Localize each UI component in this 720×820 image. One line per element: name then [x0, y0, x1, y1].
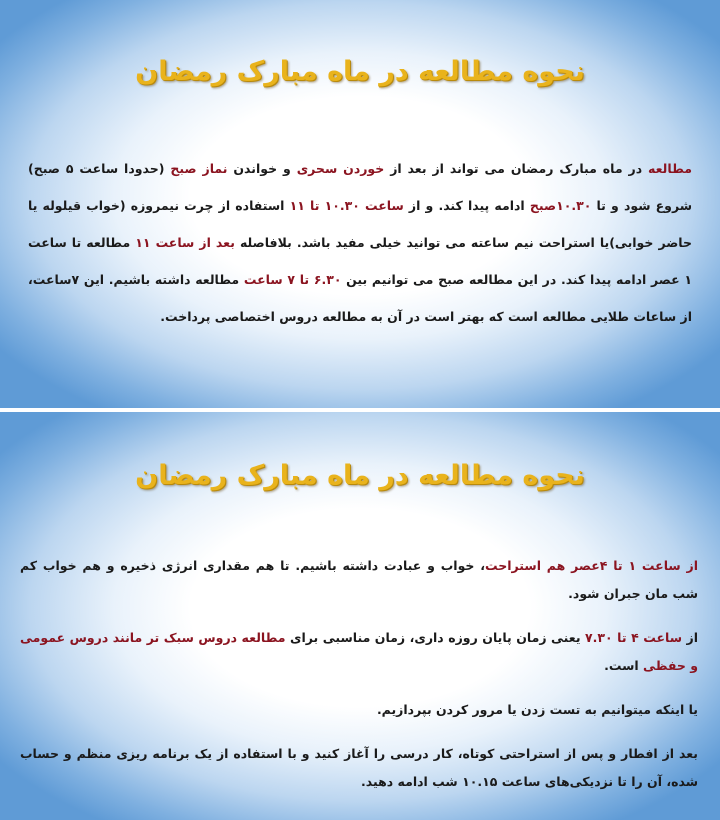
- slide-body: [28, 150, 692, 335]
- highlighted-text: ۶.۳۰ تا ۷ ساعت: [243, 272, 342, 287]
- paragraph: [20, 624, 698, 680]
- paragraph: [20, 740, 698, 796]
- text-segment: مطالعه تا ساعت ۱ عصر ادامه پیدا کند. در این مطالعه صبح می توانیم بین: [28, 235, 692, 287]
- text-segment: ادامه پیدا کند. و از: [403, 198, 530, 213]
- paragraph: [28, 150, 692, 335]
- slide-title: نحوه مطالعه در ماه مبارک رمضان: [135, 460, 585, 491]
- slide-body: [20, 552, 698, 812]
- slide-1: [0, 0, 720, 408]
- text-segment: یا اینکه میتوانیم به تست زدن یا مرور کردن بپردازیم.: [376, 702, 698, 717]
- highlighted-text: خوردن سحری: [296, 161, 385, 176]
- text-segment: در ماه مبارک رمضان می تواند از بعد از: [384, 161, 649, 176]
- paragraph: [20, 552, 698, 608]
- highlighted-text: ساعت ۴ تا ۷.۳۰: [585, 630, 682, 645]
- text-segment: ، خواب و عبادت داشته باشیم. تا هم مقداری انرژی ذخیره و هم خواب کم شب مان جبران شود.: [20, 558, 698, 601]
- text-segment: است.: [604, 658, 644, 673]
- text-segment: یعنی زمان پایان روزه داری، زمان مناسبی برای: [285, 630, 586, 645]
- text-segment: و خواندن: [227, 161, 297, 176]
- highlighted-text: بعد از ساعت ۱۱: [135, 235, 235, 250]
- text-segment: (حدودا ساعت ۵ صبح) شروع شود و تا: [28, 161, 693, 213]
- text-segment: مطالعه داشته باشیم. این ۷ساعت، از ساعات طلایی مطالعه است که بهتر است در آن به مطالعه دروس اختصاصی پرداخت.: [28, 272, 692, 324]
- highlighted-text: مطالعه دروس سبک تر مانند دروس عمومی و حفظی: [20, 630, 698, 673]
- highlighted-text: مطالعه: [648, 161, 692, 176]
- highlighted-text: ۱۰.۳۰صبح: [529, 198, 592, 213]
- text-segment: بعد از افطار و پس از استراحتی کوتاه، کار درسی را آغاز کنید و با استفاده از یک برنامه ریزی منظم و حساب شده، آن را تا نزدیکی‌های ساعت ۱۰.۱۵ شب ادامه دهید.: [20, 746, 698, 789]
- text-segment: استفاده از چرت نیمروزه (خواب قیلوله یا حاضر خوابی)یا استراحت نیم ساعته می توانید خیلی مفید باشد. بلافاصله: [28, 198, 693, 250]
- paragraph: [20, 696, 698, 724]
- highlighted-text: ساعت ۱۰.۳۰ تا ۱۱: [289, 198, 404, 213]
- slide-2: [0, 412, 720, 820]
- highlighted-text: نماز صبح: [170, 161, 228, 176]
- highlighted-text: از ساعت ۱ تا ۴عصر هم استراحت: [485, 558, 698, 573]
- slide-title: نحوه مطالعه در ماه مبارک رمضان: [135, 56, 585, 87]
- text-segment: از: [681, 630, 698, 645]
